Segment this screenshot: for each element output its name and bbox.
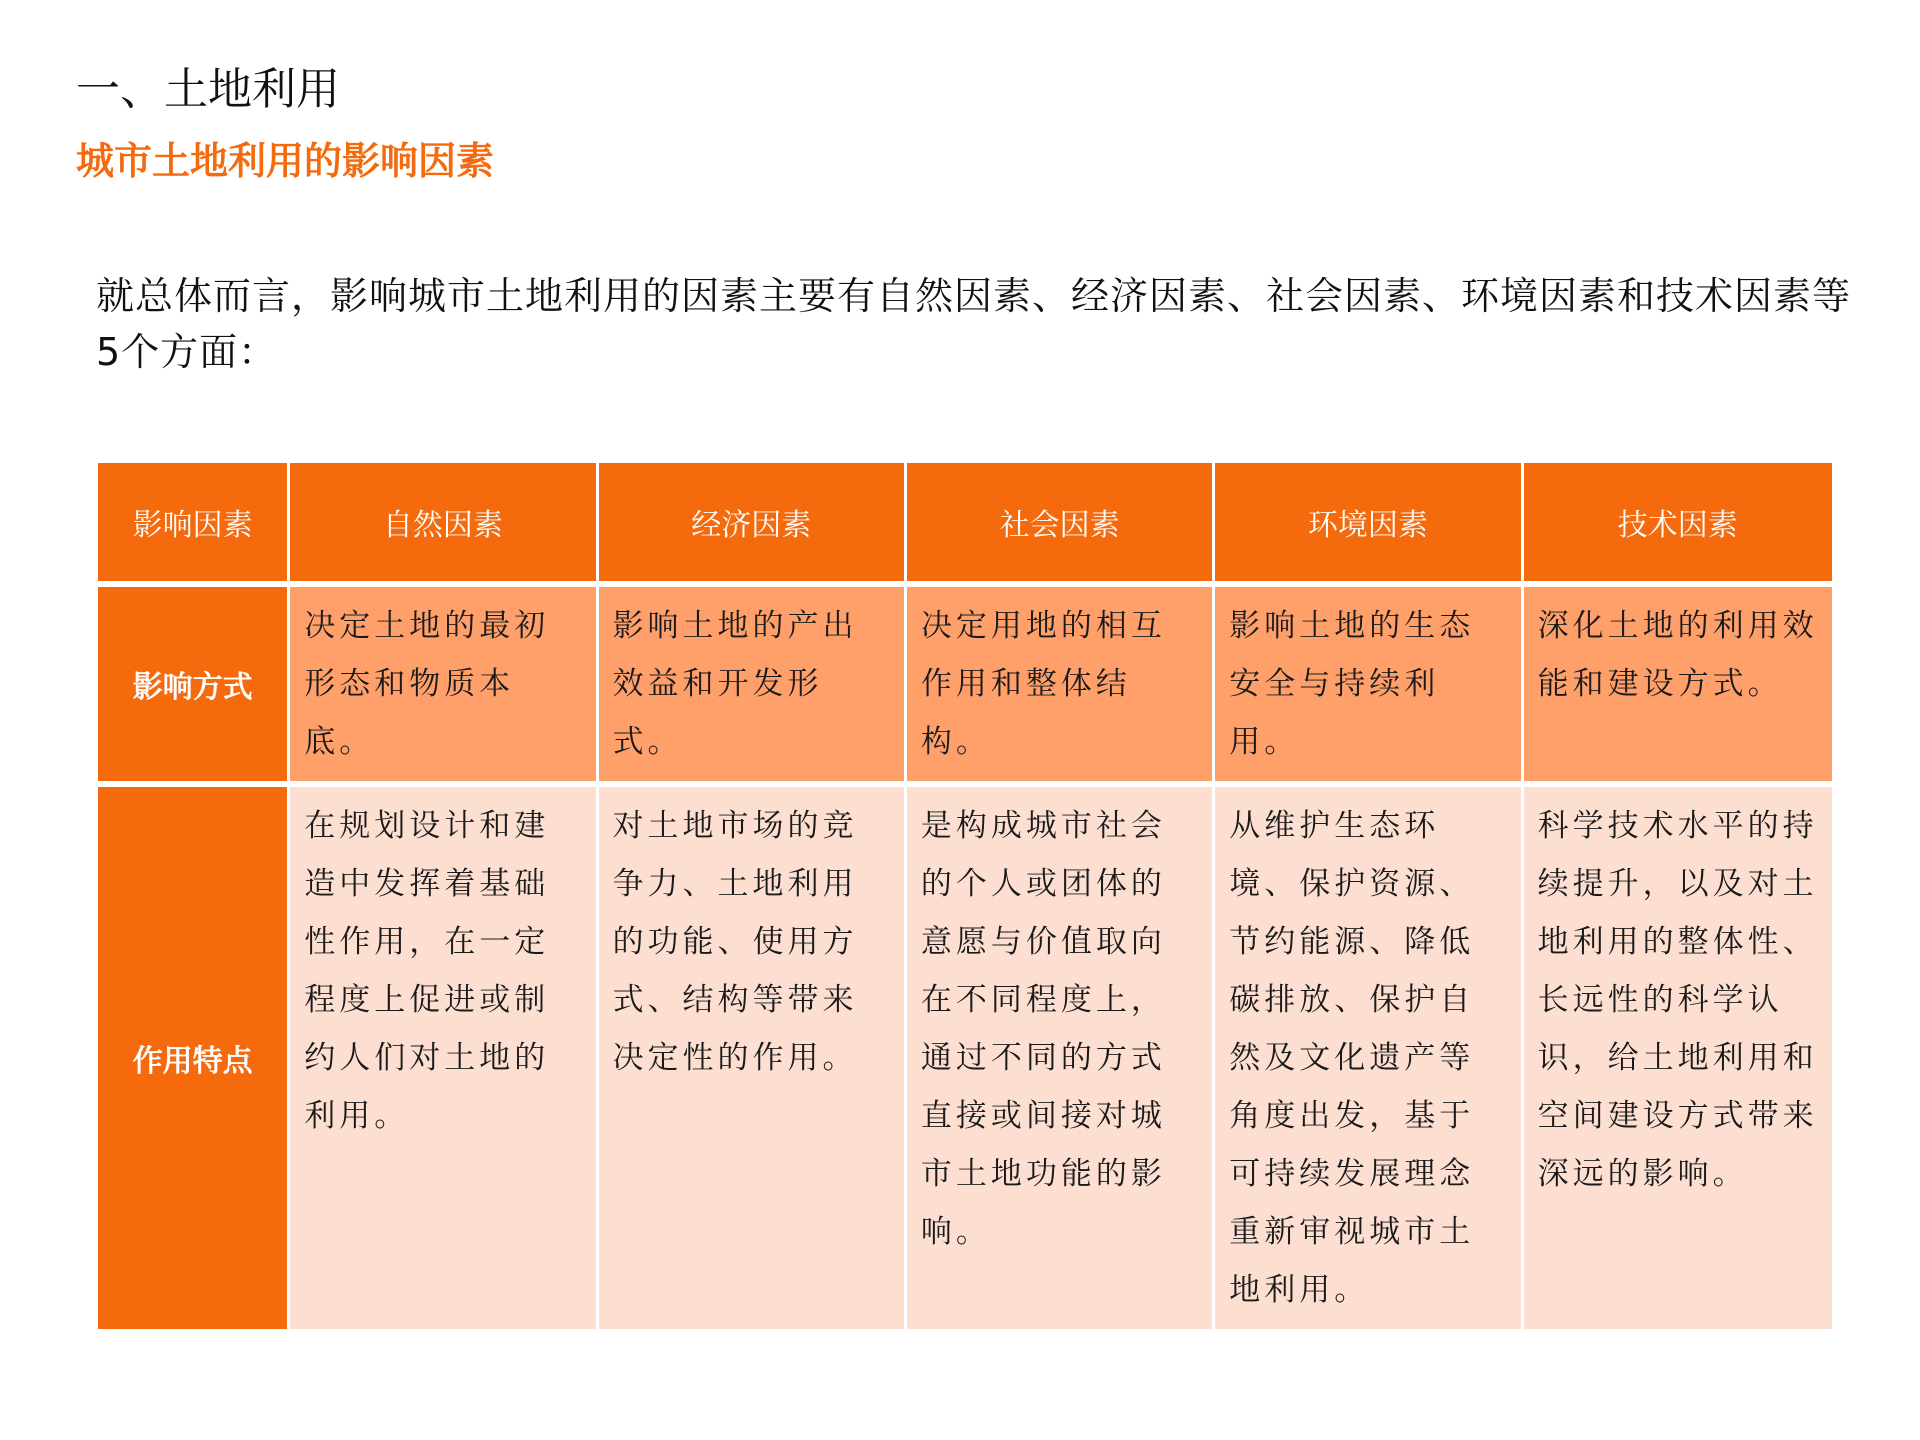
section-subtitle: 城市土地利用的影响因素 xyxy=(76,139,495,183)
table-row xyxy=(98,587,1832,787)
table-cell: 影响土地的生态安全与持续利用。 xyxy=(1215,587,1523,787)
table-cell: 深化土地的利用效能和建设方式。 xyxy=(1524,587,1832,787)
header-influence-factor: 影响因素 xyxy=(98,463,290,587)
table-cell: 在规划设计和建造中发挥着基础性作用，在一定程度上促进或制约人们对土地的利用。 xyxy=(290,787,598,1329)
intro-paragraph: 就总体而言，影响城市土地利用的因素主要有自然因素、经济因素、社会因素、环境因素和技术因素等5个方面： xyxy=(96,274,1852,374)
table-cell: 是构成城市社会的个人或团体的意愿与价值取向在不同程度上，通过不同的方式直接或间接对城市土地功能的影响。 xyxy=(907,787,1215,1329)
influence-factors-table xyxy=(98,463,1832,1329)
header-environmental-factor: 环境因素 xyxy=(1215,463,1523,587)
table-cell: 影响土地的产出效益和开发形式。 xyxy=(599,587,907,787)
table-cell: 决定土地的最初形态和物质本底。 xyxy=(290,587,598,787)
table-cell: 决定用地的相互作用和整体结构。 xyxy=(907,587,1215,787)
header-technical-factor: 技术因素 xyxy=(1524,463,1832,587)
table-cell: 从维护生态环境、保护资源、节约能源、降低碳排放、保护自然及文化遗产等角度出发，基于可持续发展理念重新审视城市土地利用。 xyxy=(1215,787,1523,1329)
header-economic-factor: 经济因素 xyxy=(599,463,907,587)
table-row xyxy=(98,787,1832,1329)
row-label-influence-method: 影响方式 xyxy=(98,587,290,787)
row-label-characteristics: 作用特点 xyxy=(98,787,290,1329)
table-cell: 对土地市场的竞争力、土地利用的功能、使用方式、结构等带来决定性的作用。 xyxy=(599,787,907,1329)
header-natural-factor: 自然因素 xyxy=(290,463,598,587)
table-cell: 科学技术水平的持续提升，以及对土地利用的整体性、长远性的科学认识，给土地利用和空间建设方式带来深远的影响。 xyxy=(1524,787,1832,1329)
header-social-factor: 社会因素 xyxy=(907,463,1215,587)
table-header-row xyxy=(98,463,1832,587)
page-title: 一、土地利用 xyxy=(76,64,340,115)
